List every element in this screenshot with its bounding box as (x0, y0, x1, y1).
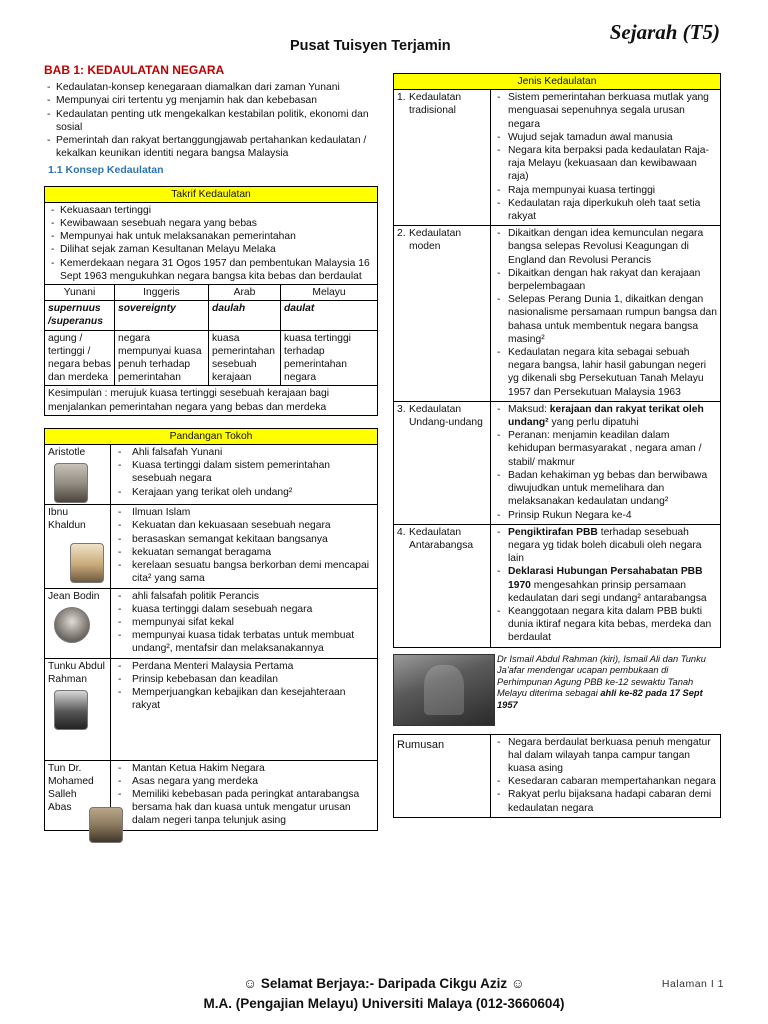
tokoh-name: Tunku Abdul Rahman (48, 660, 105, 685)
term-cell: daulat (281, 301, 378, 330)
list-item: - Kekuatan dan kekuasaan sesebuah negara (114, 519, 374, 532)
footer (0, 974, 768, 1014)
term-cell: daulah (209, 301, 281, 330)
tokoh-table (44, 428, 378, 831)
list-item: - Memperjuangkan kebajikan dan kesejahteraan rakyat (114, 686, 374, 712)
takrif-header: Takrif Kedaulatan (45, 186, 378, 202)
list-item: - Wujud sejak tamadun awal manusia (494, 131, 717, 144)
chapter-intro-list (44, 81, 378, 160)
rumusan-label: Rumusan (394, 734, 491, 817)
list-item: - Prinsip Rukun Negara ke-4 (494, 509, 717, 522)
list-item: - Peranan: menjamin keadilan dalam kehidupan bermasyarakat , negara aman / stabil/ makmur (494, 429, 717, 469)
list-item: - Memiliki kebebasan pada peringkat antarabangsa bersama hak dan kuasa untuk mengatur urusan (114, 788, 374, 814)
list-item: - Selepas Perang Dunia 1, dikaitkan dengan nasionalisme persamaan rumpun bangsa dan bahasa untuk membentuk negara bangsa masing² (494, 293, 717, 346)
list-item: - mempunyai sifat kekal (114, 616, 374, 629)
photo-caption: Dr Ismail Abdul Rahman (kiri), Ismail Ali dan Tunku Ja'afar mendengar ucapan pembukaan di Perhimpunan Agung PBB ke-12 sewaktu Tanah Melayu diterima sebagai ahli ke-82 pada 17 Sept 1957 (497, 653, 706, 710)
footer-line-2: M.A. (Pengajian Melayu) Universiti Malaya (012-3660604) (203, 996, 565, 1011)
list-item: - Kewibawaan sesebuah negara yang bebas (48, 217, 374, 230)
list-item: - kuasa tertinggi dalam sesebuah negara (114, 603, 374, 616)
list-item: - Maksud: kerajaan dan rakyat terikat oleh undang² yang perlu dipatuhi (494, 403, 717, 429)
list-item: - Deklarasi Hubungan Persahabatan PBB 1970 mengesahkan prinsip persamaan kedaulatan dari segi undang² antarabangsa (494, 565, 717, 605)
table-row (45, 445, 378, 505)
jenis-name: Kedaulatan Antarabangsa (409, 526, 474, 551)
list-item: - Kedaulatan negara kita sebagai sebuah negara bangsa, lahir hasil gabungan negeri yg dikenali sbg Persekutuan Tanah Melayu 1957 dan Persekutuan Malaysia 1963 (494, 346, 717, 399)
jenis-name: Kedaulatan moden (409, 228, 462, 253)
list-item: - mempunyai kuasa tidak terbatas untuk membuat undang², mentafsir dan melaksanakannya (114, 629, 374, 655)
list-item: - Kesedaran cabaran mempertahankan negara (494, 775, 717, 788)
tokoh-name: Aristotle (48, 447, 86, 459)
list-item: - Badan kehakiman yg bebas dan berwibawa diwujudkan untuk memelihara dan melaksanakan kedaulatan undang² (494, 469, 717, 509)
jenis-name: Kedaulatan Undang-undang (409, 403, 483, 429)
tokoh-name: Ibnu Khaldun (48, 507, 86, 532)
table-row (394, 401, 721, 524)
row-number: 3. (397, 403, 406, 415)
table-row (394, 226, 721, 402)
table-row (394, 734, 721, 817)
list-item: - Kedaulatan raja diperkukuh oleh taat setia rakyat (494, 197, 717, 223)
pbb-assembly-photo-icon (393, 654, 495, 726)
jenis-name: Kedaulatan tradisional (409, 92, 462, 117)
meaning-cell: kuasa tertinggi terhadap pemerintahan negara (281, 330, 378, 386)
pbb-photo-block (393, 654, 721, 726)
term-cell: supernuus /superanus (45, 301, 115, 330)
list-item: - Ilmuan Islam (114, 506, 374, 519)
jean-bodin-portrait-icon (54, 607, 90, 643)
list-item: - Prinsip kebebasan dan keadilan (114, 673, 374, 686)
list-item: - Rakyat perlu bijaksana hadapi cabaran demi kedaulatan negara (494, 788, 717, 814)
table-row (45, 658, 378, 760)
meaning-cell: negara mempunyai kuasa penuh terhadap pemerintahan (115, 330, 209, 386)
list-item: - ahli falsafah politik Perancis (114, 590, 374, 603)
centre-name: Pusat Tuisyen Terjamin (290, 38, 451, 54)
table-row (394, 90, 721, 226)
lang-header: Arab (209, 285, 281, 301)
list-item: - Raja mempunyai kuasa tertinggi (494, 184, 717, 197)
list-item: - Negara berdaulat berkuasa penuh mengatur hal dalam wilayah tanpa campur tangan kuasa asing (494, 736, 717, 776)
list-item: - Dikaitkan dengan idea kemunculan negara bangsa selepas Revolusi Keagungan di England dan Revolusi Perancis (494, 227, 717, 267)
list-item: - Negara kita berpaksi pada kedaulatan Raja-raja Melayu (kekuasaan dan kewibawaan raja) (494, 144, 717, 184)
footer-line-1: ☺ Selamat Berjaya:- Daripada Cikgu Aziz ☺ (243, 976, 525, 991)
tunku-portrait-icon (54, 690, 88, 730)
rumusan-table (393, 734, 721, 818)
list-item: - Kekuasaan tertinggi (48, 204, 374, 217)
subject-title: Sejarah (T5) (609, 20, 720, 44)
list-item: - Kemerdekaan negara 31 Ogos 1957 dan pembentukan Malaysia 16 Sept 1963 mengukuhkan negara bangsa kita bebas dan berdaulat (48, 257, 374, 283)
row-number: 2. (397, 228, 406, 240)
lang-header: Yunani (45, 285, 115, 301)
list-item: - Sistem pemerintahan berkuasa mutlak yang menguasai sepenuhnya segala urusan negara (494, 91, 717, 131)
list-item: - Asas negara yang merdeka (114, 775, 374, 788)
left-column (44, 64, 378, 831)
takrif-points-cell (45, 202, 378, 284)
list-item: - Pemerintah dan rakyat bertanggungjawab pertahankan kedaulatan / kekalkan keunikan identiti negara bangsa Malaysia (44, 134, 378, 160)
list-item: - kekuatan semangat beragama (114, 546, 374, 559)
tokoh-header: Pandangan Tokoh (45, 428, 378, 444)
tokoh-extra-line: dalam negeri tanpa telunjuk asing (132, 815, 286, 827)
tokoh-name: Jean Bodin (48, 590, 100, 602)
list-item: - Kerajaan yang terikat oleh undang² (114, 486, 374, 499)
jenis-table (393, 73, 721, 648)
list-item: - Ahli falsafah Yunani (114, 446, 374, 459)
list-item: - Mempunyai ciri tertentu yg menjamin hak dan kebebasan (44, 94, 378, 107)
jenis-header: Jenis Kedaulatan (394, 74, 721, 90)
chapter-title: BAB 1: KEDAULATAN NEGARA (44, 63, 225, 77)
ibnu-khaldun-portrait-icon (70, 543, 104, 583)
takrif-conclusion: Kesimpulan : merujuk kuasa tertinggi sesebuah kerajaan bagi menjalankan pemerintahan negara yang bebas dan merdeka (45, 386, 378, 415)
lang-header: Melayu (281, 285, 378, 301)
aristotle-portrait-icon (54, 463, 88, 503)
list-item: - Kuasa tertinggi dalam sistem pemerintahan sesebuah negara (114, 459, 374, 485)
table-row (45, 760, 378, 830)
term-cell: sovereignty (115, 301, 209, 330)
row-number: 1. (397, 92, 406, 104)
list-item: - Mantan Ketua Hakim Negara (114, 762, 374, 775)
page-number: Halaman I 1 (661, 978, 724, 990)
tokoh-name: Tun Dr. Mohamed Salleh Abas (48, 762, 94, 814)
meaning-cell: kuasa pemerintahan sesebuah kerajaan (209, 330, 281, 386)
meaning-cell: agung / tertinggi / negara bebas dan merdeka (45, 330, 115, 386)
takrif-table (44, 186, 378, 416)
list-item: - Kedaulatan-konsep kenegaraan diamalkan dari zaman Yunani (44, 81, 378, 94)
table-row (45, 588, 378, 658)
right-column (393, 73, 721, 818)
section-heading: 1.1 Konsep Kedaulatan (48, 164, 164, 177)
list-item: - Keanggotaan negara kita dalam PBB bukti dunia iktiraf negara kita bebas, merdeka dan berdaulat (494, 605, 717, 645)
list-item: - Pengiktirafan PBB terhadap sesebuah negara yg tidak boleh dicabuli oleh negara lain (494, 526, 717, 566)
table-row (45, 505, 378, 588)
list-item: - Mempunyai hak untuk melaksanakan pemerintahan (48, 230, 374, 243)
list-item: - Dilihat sejak zaman Kesultanan Melayu Melaka (48, 243, 374, 256)
list-item: - Perdana Menteri Malaysia Pertama (114, 660, 374, 673)
row-number: 4. (397, 526, 406, 538)
list-item: - berasaskan semangat kekitaan bangsanya (114, 533, 374, 546)
table-row (394, 524, 721, 647)
lang-header: Inggeris (115, 285, 209, 301)
list-item: - kerelaan sesuatu bangsa berkorban demi mencapai cita² yang sama (114, 559, 374, 585)
list-item: - Dikaitkan dengan hak rakyat dan kerajaan berpelembagaan (494, 267, 717, 293)
list-item: - Kedaulatan penting utk mengekalkan kestabilan politik, ekonomi dan sosial (44, 108, 378, 134)
